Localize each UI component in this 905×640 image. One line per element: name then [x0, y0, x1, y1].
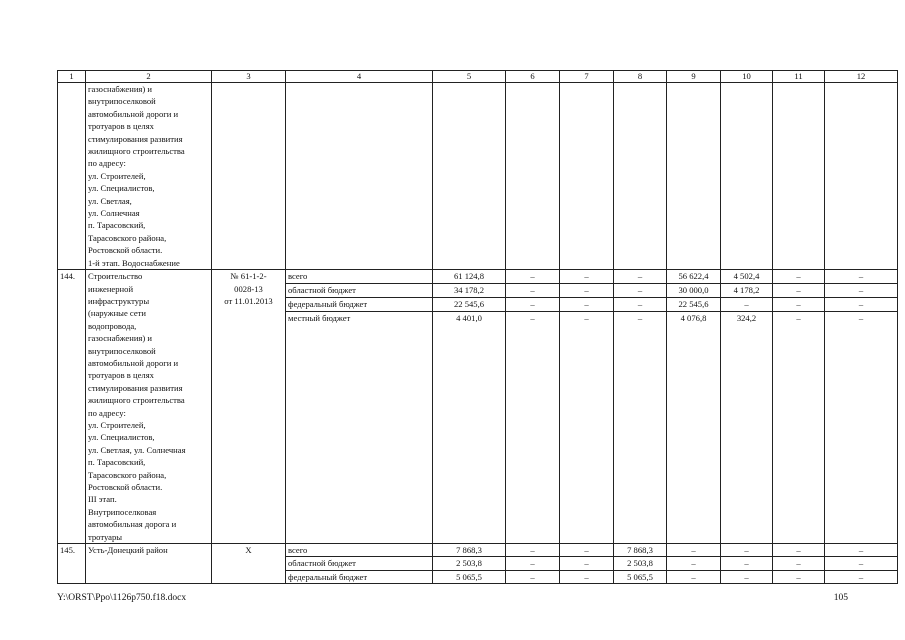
value-cell: 22 545,6	[667, 298, 721, 312]
value-cell: 324,2	[721, 312, 773, 544]
column-header: 5	[433, 71, 506, 83]
value-cell: –	[506, 298, 560, 312]
value-cell: 5 065,5	[433, 570, 506, 583]
column-number-row	[58, 71, 898, 83]
value-cell: –	[825, 312, 898, 544]
value-cell: –	[773, 544, 825, 557]
object-name-cell: Усть-Донецкий район	[86, 544, 212, 584]
value-cell: 2 503,8	[614, 557, 667, 570]
column-header: 4	[286, 71, 433, 83]
value-cell: –	[560, 557, 614, 570]
value-cell: –	[667, 570, 721, 583]
value-cell: –	[721, 544, 773, 557]
row-number: 145.	[58, 544, 86, 584]
value-cell: –	[560, 284, 614, 298]
document-number-cell: № 61-1-2- 0028-13 от 11.01.2013	[212, 270, 286, 544]
value-cell: –	[773, 284, 825, 298]
value-cell: –	[773, 270, 825, 284]
value-cell: –	[614, 284, 667, 298]
value-cell: 22 545,6	[433, 298, 506, 312]
column-header: 6	[506, 71, 560, 83]
column-header: 8	[614, 71, 667, 83]
table-row	[58, 270, 898, 284]
value-cell: 5 065,5	[614, 570, 667, 583]
value-cell: –	[614, 312, 667, 544]
value-cell: 4 178,2	[721, 284, 773, 298]
value-cell: –	[825, 298, 898, 312]
value-cell: 4 076,8	[667, 312, 721, 544]
value-cell: –	[721, 570, 773, 583]
column-header: 12	[825, 71, 898, 83]
value-cell: –	[614, 270, 667, 284]
value-cell: –	[506, 284, 560, 298]
page-number: 105	[833, 593, 848, 603]
value-cell: –	[560, 570, 614, 583]
funding-source: всего	[286, 270, 433, 284]
column-header: 3	[212, 71, 286, 83]
value-cell: –	[560, 270, 614, 284]
funding-source: местный бюджет	[286, 312, 433, 544]
object-name-cell: Строительство инженерной инфраструктуры (наружные сети водопровода, газоснабжения) и внутрипоселковой автомобильной дороги и тротуаров в целях стимулирования развития жилищного строительства по адресу: ул. Строителей, ул. Специалистов, ул. Светлая, ул. Солнечная п. Тарасовский, Тарасовского района, Ростовской области. III этап. Внутрипоселковая автомобильная дорога и тротуары	[86, 270, 212, 544]
document-number-cell: Х	[212, 544, 286, 584]
column-header: 7	[560, 71, 614, 83]
value-cell: –	[614, 298, 667, 312]
value-cell: –	[506, 544, 560, 557]
value-cell: –	[721, 298, 773, 312]
value-cell: –	[825, 544, 898, 557]
funding-source: областной бюджет	[286, 557, 433, 570]
budget-table	[57, 70, 898, 584]
value-cell: –	[773, 557, 825, 570]
value-cell: –	[773, 570, 825, 583]
column-header: 9	[667, 71, 721, 83]
value-cell: 30 000,0	[667, 284, 721, 298]
row-number: 144.	[58, 270, 86, 544]
value-cell: 4 401,0	[433, 312, 506, 544]
funding-source: федеральный бюджет	[286, 298, 433, 312]
value-cell: 7 868,3	[433, 544, 506, 557]
value-cell: 61 124,8	[433, 270, 506, 284]
table-row	[58, 544, 898, 557]
column-header: 1	[58, 71, 86, 83]
value-cell: 7 868,3	[614, 544, 667, 557]
value-cell: –	[825, 570, 898, 583]
funding-source: федеральный бюджет	[286, 570, 433, 583]
file-path-footer: Y:\ORST\Ppo\1126p750.f18.docx	[57, 593, 187, 603]
value-cell: –	[825, 557, 898, 570]
value-cell: –	[667, 544, 721, 557]
value-cell: –	[506, 570, 560, 583]
value-cell: –	[506, 557, 560, 570]
table-row-continued	[58, 83, 898, 270]
value-cell: –	[773, 298, 825, 312]
value-cell: 56 622,4	[667, 270, 721, 284]
value-cell: 2 503,8	[433, 557, 506, 570]
value-cell: –	[560, 544, 614, 557]
value-cell: 4 502,4	[721, 270, 773, 284]
value-cell: –	[825, 284, 898, 298]
funding-source: областной бюджет	[286, 284, 433, 298]
value-cell: –	[825, 270, 898, 284]
value-cell: –	[560, 312, 614, 544]
column-header: 11	[773, 71, 825, 83]
value-cell: 34 178,2	[433, 284, 506, 298]
value-cell: –	[560, 298, 614, 312]
object-name-cell: газоснабжения) и внутрипоселковой автомобильной дороги и тротуаров в целях стимулирования развития жилищного строительства по адресу: ул. Строителей, ул. Специалистов, ул. Светлая, ул. Солнечная п. Тарасовский, Тарасовского района, Ростовской области. 1-й этап. Водоснабжение	[86, 83, 212, 270]
value-cell: –	[506, 270, 560, 284]
value-cell: –	[773, 312, 825, 544]
column-header: 10	[721, 71, 773, 83]
column-header: 2	[86, 71, 212, 83]
value-cell: –	[667, 557, 721, 570]
funding-source: всего	[286, 544, 433, 557]
value-cell: –	[721, 557, 773, 570]
value-cell: –	[506, 312, 560, 544]
